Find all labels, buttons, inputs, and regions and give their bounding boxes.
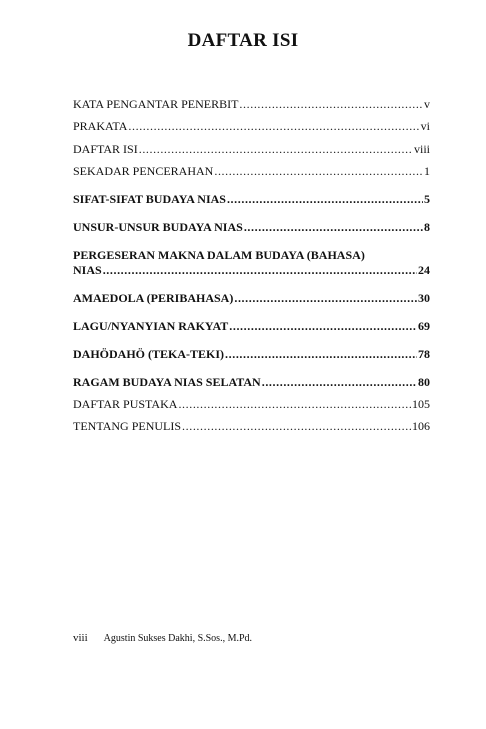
dot-leader: [244, 220, 423, 234]
toc-entry-page: 5: [424, 192, 430, 206]
toc-entry-dahodaho[interactable]: [73, 347, 430, 361]
toc-entry-page: 78: [418, 347, 430, 361]
page-footer: [73, 632, 252, 644]
dot-leader: [178, 397, 411, 411]
toc-entry-page: 105: [412, 397, 430, 411]
toc-entry-page: 106: [412, 419, 430, 433]
toc-entry-label: PRAKATA: [73, 119, 128, 133]
toc-entry-label: DAFTAR PUSTAKA: [73, 397, 178, 411]
toc-entry-label-line1: PERGESERAN MAKNA DALAM BUDAYA (BAHASA): [73, 248, 365, 262]
toc-entry-page: 24: [418, 263, 430, 277]
toc-entry-label: NIAS: [73, 263, 102, 277]
toc-entry-page: 8: [424, 220, 430, 234]
toc-entry-label: AMAEDOLA (PERIBAHASA): [73, 291, 234, 305]
dot-leader: [182, 419, 411, 433]
dot-leader: [225, 347, 417, 361]
toc-entry-ragam-budaya[interactable]: [73, 375, 430, 389]
toc-entry-label: LAGU/NYANYIAN RAKYAT: [73, 319, 229, 333]
toc-entry-page: vi: [420, 119, 430, 133]
dot-leader: [229, 319, 417, 333]
toc-entry-label: SIFAT-SIFAT BUDAYA NIAS: [73, 192, 226, 206]
toc-entry-label: DAHÖDAHÖ (TEKA-TEKI): [73, 347, 225, 361]
toc-entry-page: v: [424, 97, 430, 111]
toc-entry-label: UNSUR-UNSUR BUDAYA NIAS: [73, 220, 243, 234]
dot-leader: [103, 263, 417, 277]
toc-entry-label: DAFTAR ISI: [73, 142, 138, 156]
dot-leader: [234, 291, 417, 305]
toc-entry-page: 1: [424, 164, 430, 178]
toc-entry-sifat-sifat[interactable]: [73, 192, 430, 206]
footer-author: Agustin Sukses Dakhi, S.Sos., M.Pd.: [103, 633, 253, 644]
toc-entry-label: RAGAM BUDAYA NIAS SELATAN: [73, 375, 261, 389]
toc-entry-tentang-penulis[interactable]: [73, 419, 430, 433]
toc-entry-unsur-unsur[interactable]: [73, 220, 430, 234]
dot-leader: [239, 97, 423, 111]
toc-entry-kata-pengantar[interactable]: [73, 97, 430, 111]
toc-entry-line2: [73, 263, 430, 277]
dot-leader: [128, 119, 419, 133]
dot-leader: [214, 164, 423, 178]
table-of-contents: [73, 97, 430, 433]
toc-entry-daftar-pustaka[interactable]: [73, 397, 430, 411]
dot-leader: [262, 375, 417, 389]
toc-entry-label: TENTANG PENULIS: [73, 419, 182, 433]
toc-entry-amaedola[interactable]: [73, 291, 430, 305]
dot-leader: [227, 192, 423, 206]
page-title: DAFTAR ISI: [187, 30, 299, 51]
toc-entry-label: SEKADAR PENCERAHAN: [73, 164, 214, 178]
toc-entry-page: 69: [418, 319, 430, 333]
toc-entry-prakata[interactable]: [73, 119, 430, 133]
dot-leader: [139, 142, 413, 156]
toc-entry-label: KATA PENGANTAR PENERBIT: [73, 97, 239, 111]
toc-entry-lagu-nyanyian[interactable]: [73, 319, 430, 333]
toc-entry-sekadar-pencerahan[interactable]: [73, 164, 430, 178]
toc-entry-pergeseran-makna[interactable]: [73, 248, 430, 277]
toc-entry-page: 30: [418, 291, 430, 305]
toc-entry-page: 80: [418, 375, 430, 389]
footer-page-number: viii: [73, 632, 88, 644]
toc-entry-daftar-isi[interactable]: [73, 142, 430, 156]
toc-entry-page: viii: [413, 142, 430, 156]
